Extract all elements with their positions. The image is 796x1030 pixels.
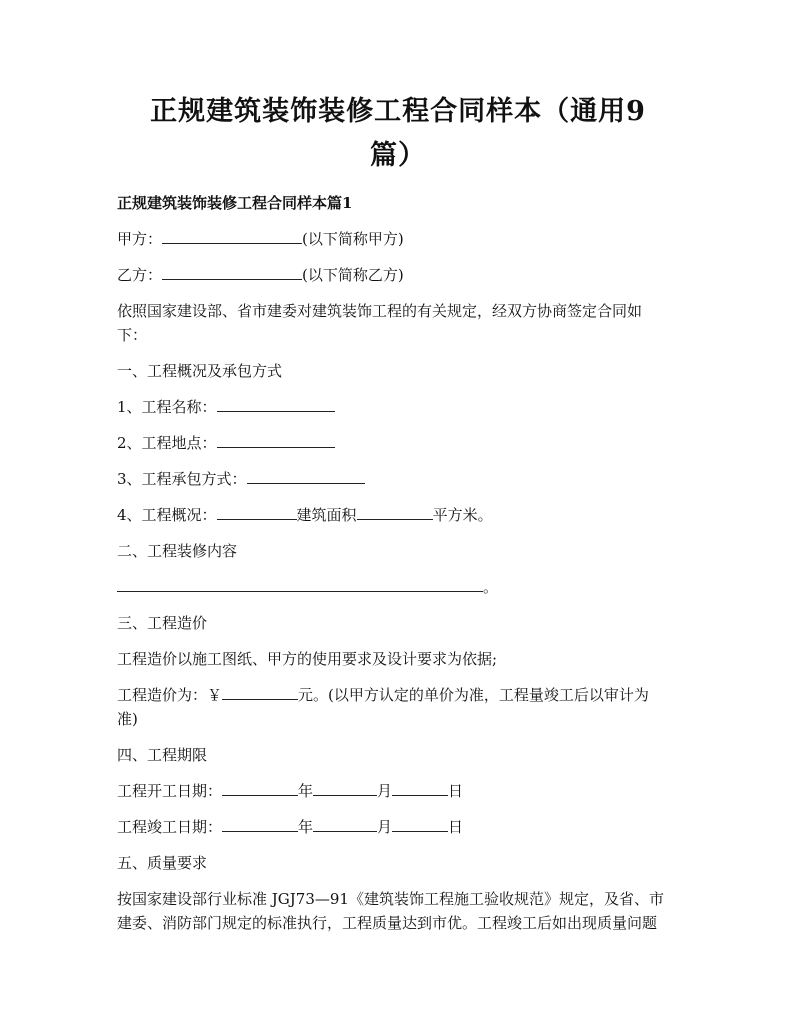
start-date-label: 工程开工日期： [117,782,223,800]
item-overview-label: 4、工程概况： [117,506,217,524]
title-line-1: 正规建筑装饰装修工程合同样本（通用9 [150,96,646,127]
start-month-label: 月 [377,782,393,800]
cost-amount-line [117,682,683,708]
quality-line-1: 按国家建设部行业标准 JGJ73—91《建筑装饰工程施工验收规范》规定，及省、市 [117,890,664,908]
project-name-blank [217,396,335,412]
intro-line-2: 下： [117,326,148,344]
start-day-blank [392,780,448,796]
cost-amount-label: 工程造价为：￥ [117,686,223,704]
item-contract-method-label: 3、工程承包方式： [117,470,247,488]
section-heading-period: 四、工程期限 [117,746,208,764]
section-heading-quality: 五、质量要求 [117,854,208,872]
end-year-blank [222,816,298,832]
party-a-blank [162,228,302,244]
item-project-name [117,394,683,420]
party-b-line [117,262,683,288]
contract-method-blank [247,468,365,484]
item-project-overview [117,502,683,528]
area-blank [357,504,433,520]
start-month-blank [313,780,377,796]
party-b-blank [162,264,302,280]
quality-line-2: 建委、消防部门规定的标准执行，工程质量达到市优。工程竣工后如出现质量问题 [117,914,658,932]
end-date-line [117,814,683,840]
end-month-blank [313,816,377,832]
end-year-label: 年 [298,818,314,836]
start-day-label: 日 [448,782,464,800]
title-line-2: 篇） [370,140,426,171]
overview-blank [217,504,297,520]
start-year-label: 年 [298,782,314,800]
cost-basis-line: 工程造价以施工图纸、甲方的使用要求及设计要求为依据; [117,650,498,668]
end-day-label: 日 [448,818,464,836]
content-line [117,574,683,600]
cost-amount-blank [222,684,298,700]
item-project-name-label: 1、工程名称： [117,398,217,416]
start-date-line [117,778,683,804]
item-project-location-label: 2、工程地点： [117,434,217,452]
item-area-label: 建筑面积 [296,506,357,524]
section-heading-overview: 一、工程概况及承包方式 [117,362,283,380]
end-month-label: 月 [377,818,393,836]
section-heading-content: 二、工程装修内容 [117,542,238,560]
content-end-mark: 。 [483,578,499,596]
intro-line-1: 依照国家建设部、省市建委对建筑装饰工程的有关规定，经双方协商签定合同如 [117,302,643,320]
content-blank [117,576,483,592]
end-date-label: 工程竣工日期： [117,818,223,836]
party-a-note: (以下简称甲方) [302,230,404,248]
party-b-note: (以下简称乙方) [302,266,404,284]
cost-amount-note: 元。(以甲方认定的单价为准，工程量竣工后以审计为 [298,686,649,704]
item-contract-method [117,466,683,492]
section-heading-cost: 三、工程造价 [117,614,208,632]
party-b-label: 乙方： [117,266,163,284]
party-a-line [117,226,683,252]
start-year-blank [222,780,298,796]
item-area-unit: 平方米。 [432,506,493,524]
end-day-blank [392,816,448,832]
party-a-label: 甲方： [117,230,163,248]
section-subtitle: 正规建筑装饰装修工程合同样本篇1 [117,194,353,212]
project-location-blank [217,432,335,448]
cost-amount-line-2: 准) [117,710,138,728]
item-project-location [117,430,683,456]
document-title [100,90,696,178]
